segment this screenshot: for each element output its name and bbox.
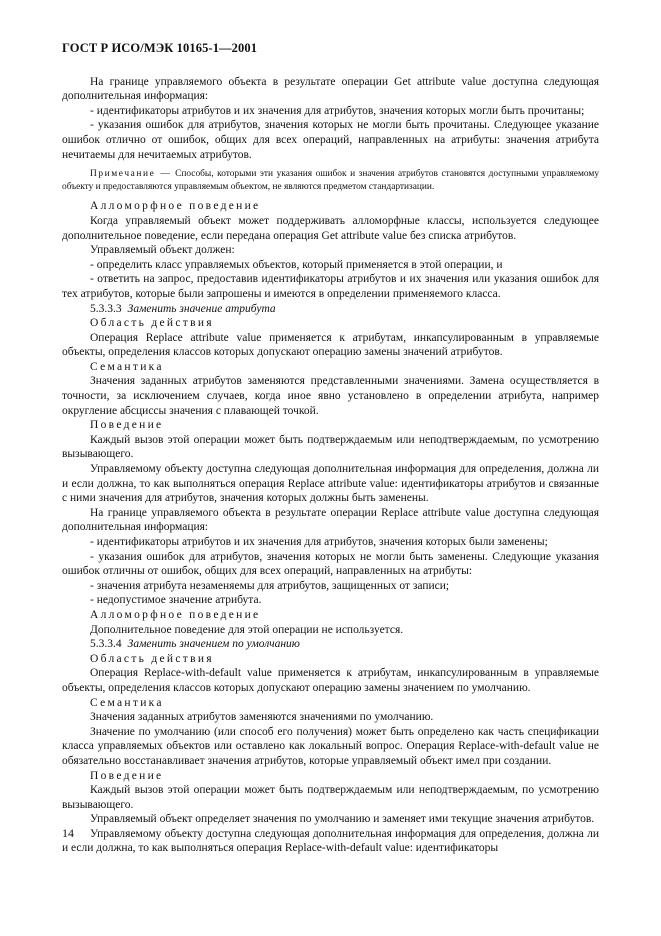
list-item: - определить класс управляемых объектов, который применяется в этой операции, и <box>90 258 503 271</box>
paragraph: Операция Replace-with-default value применяется к атрибутам, инкапсулированным в управляемые объекты, определения классов которых допускают операцию замены значением по умолчанию. <box>62 667 599 694</box>
paragraph: Когда управляемый объект может поддерживать алломорфные классы, используется следующее дополнительное поведение, если передана операция Get attribute value без списка атрибутов. <box>62 214 599 242</box>
list-item: - указания ошибок для атрибутов, значения которых не могли быть прочитаны. Следующее указание ошибок отлично от ошибок, общих для всех операций, направленных на атрибуты: значения атрибута нечитаемы для нечитаемых атрибутов. <box>62 119 599 161</box>
paragraph: Значения заданных атрибутов заменяются представленными значениями. Замена осуществляется в точности, за исключением случаев, когда иное явно установлено в определении атрибута, например округление абсциссы значения с плавающей точкой. <box>62 375 599 417</box>
paragraph: Управляемому объекту доступна следующая дополнительная информация для определения, должна ли и если должна, то как выполняться операция Replace attribute value: идентификаторы атрибутов и связанные с ними значения для атрибутов, значения которых должны быть заменены. <box>62 463 599 505</box>
list-item: - идентификаторы атрибутов и их значения для атрибутов, значения которых были заменены; <box>90 536 548 548</box>
section-title: Заменить значение атрибута <box>127 302 276 315</box>
paragraph: На границе управляемого объекта в результате операции Get attribute value доступна следующая дополнительная информация: <box>62 75 599 103</box>
paragraph: Каждый вызов этой операции может быть подтверждаемым или неподтверждаемым, по усмотрению вызывающего. <box>62 784 599 811</box>
document-header: ГОСТ Р ИСО/МЭК 10165-1—2001 <box>62 41 258 55</box>
paragraph: Значения заданных атрибутов заменяются значениями по умолчанию. <box>90 711 434 724</box>
note-label: Примечание — <box>90 169 172 180</box>
paragraph: Значение по умолчанию (или способ его получения) может быть определено как часть спецификации класса управляемых объектов или оставлено как локальный вопрос. Операция Replace-with-default value не обязательно восстанавливает значения атрибутов, которые управляемый объект имел при создании. <box>62 725 599 767</box>
subheading: Семантика <box>90 360 164 373</box>
section-heading <box>62 637 599 652</box>
note <box>62 168 599 193</box>
subheading: Семантика <box>90 696 164 709</box>
paragraph: Операция Replace attribute value применяется к атрибутам, инкапсулированным в управляемые объекты, определения классов которых допускают операцию замены значений атрибутов. <box>62 331 599 359</box>
subheading: Область действия <box>90 317 214 330</box>
paragraph: Каждый вызов этой операции может быть подтверждаемым или неподтверждаемым, по усмотрению вызывающего. <box>62 433 599 461</box>
paragraph: Управляемому объекту доступна следующая дополнительная информация для определения, должна ли и если должна, то как выполняться операция Replace-with-default value: идентификаторы <box>62 827 599 855</box>
paragraph: Дополнительное поведение для этой операции не используется. <box>90 623 404 636</box>
paragraph: На границе управляемого объекта в результате операции Replace attribute value доступна следующая дополнительная информация: <box>62 506 599 534</box>
section-heading <box>62 302 599 317</box>
list-item: - ответить на запрос, предоставив идентификаторы атрибутов и их значения или указания ошибок для тех атрибутов, которые были запрошены и имеются в определении применяемого класса. <box>62 273 599 300</box>
page-number: 14 <box>62 826 74 840</box>
subheading: Поведение <box>90 419 164 432</box>
paragraph: Управляемый объект определяет значения по умолчанию и заменяет ими текущие значения атрибутов. <box>90 813 595 826</box>
paragraph: Управляемый объект должен: <box>90 244 235 257</box>
subheading: Алломорфное поведение <box>90 200 261 213</box>
subheading: Область действия <box>90 652 214 665</box>
list-item: - недопустимое значение атрибута. <box>90 594 262 607</box>
section-number: 5.3.3.3 <box>90 302 122 315</box>
list-item: - указания ошибок для атрибутов, значения которых не могли быть заменены. Следующие указания ошибок отличны от ошибок, общих для всех операций, направленных на атрибуты: <box>62 550 599 578</box>
section-number: 5.3.3.4 <box>90 638 122 651</box>
list-item: - значения атрибута незаменяемы для атрибутов, защищенных от записи; <box>90 579 450 592</box>
list-item: - идентификаторы атрибутов и их значения для атрибутов, значения которых могли быть прочитаны; <box>90 104 585 117</box>
section-title: Заменить значением по умолчанию <box>127 638 300 651</box>
subheading: Поведение <box>90 769 164 782</box>
subheading: Алломорфное поведение <box>90 608 261 621</box>
note-text: Способы, которыми эти указания ошибок и значения атрибутов становятся доступными управляемому объекту и предоставляются управляемым объектом, не являются предметом стандартизации. <box>62 169 600 192</box>
